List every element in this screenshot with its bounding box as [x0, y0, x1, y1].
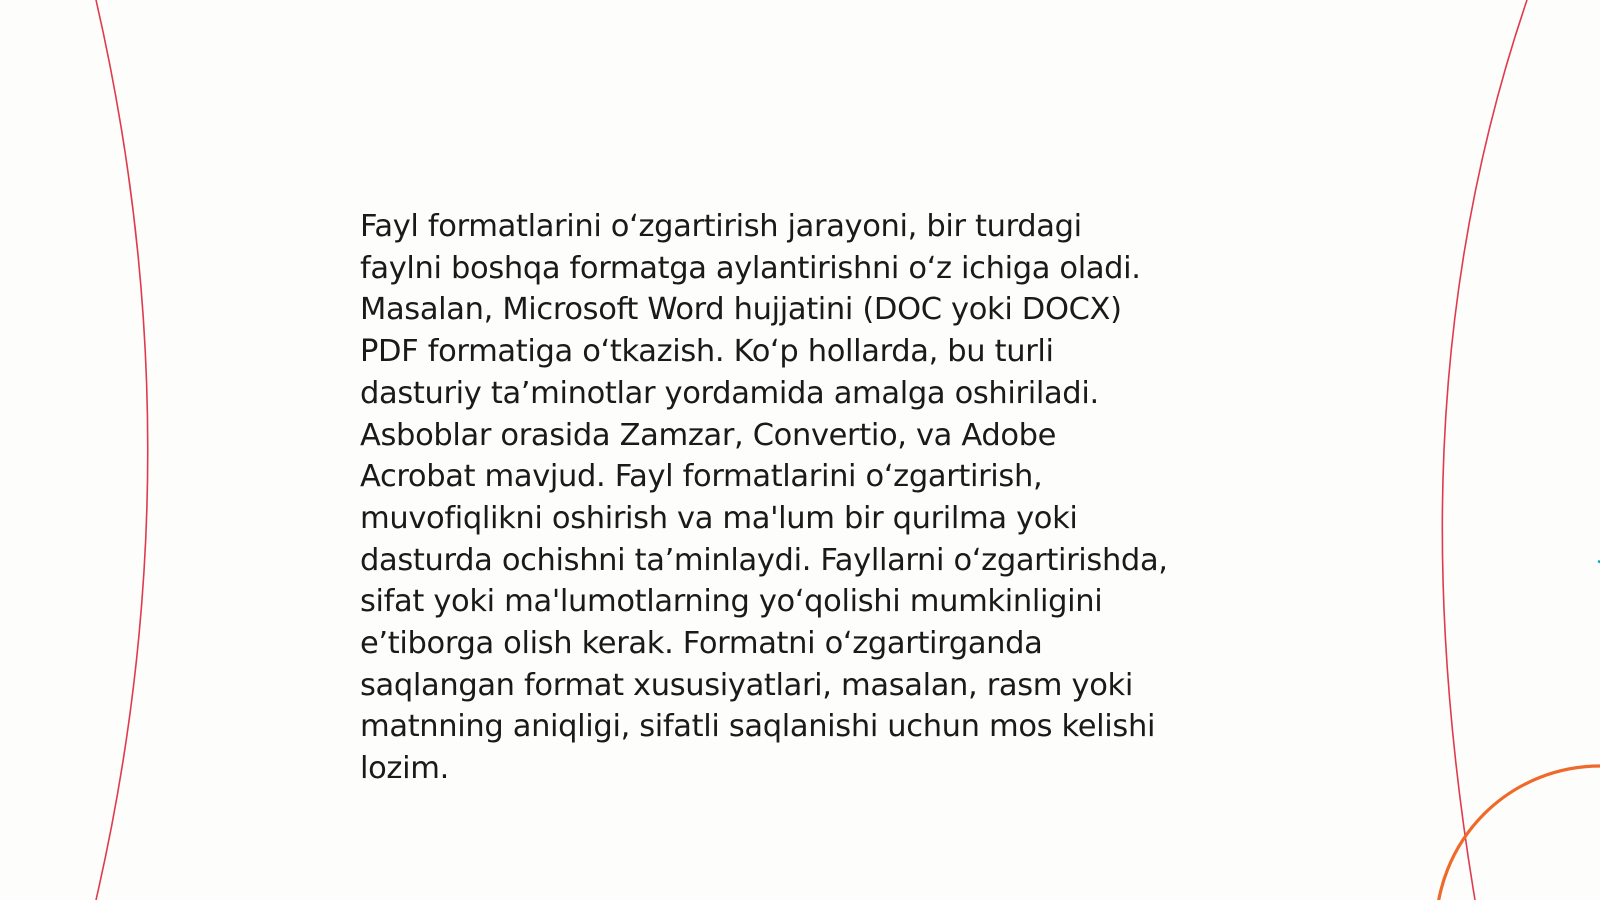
left-curve-line	[96, 0, 148, 900]
right-curve-line	[1442, 0, 1527, 900]
orange-circle-arc	[1436, 766, 1600, 900]
body-paragraph: Fayl formatlarini o‘zgartirish jarayoni, bir turdagi faylni boshqa formatga aylantirishni o‘z ichiga oladi. Masalan, Microsoft Word hujjatini (DOC yoki DOCX) PDF formatiga o‘tkazish. Ko‘p hollarda, bu turli dasturiy ta’minotlar yordamida amalga oshiriladi. Asboblar orasida Zamzar, Convertio, va Adobe Acrobat mavjud. Fayl formatlarini o‘zgartirish, muvofiqlikni oshirish va ma'lum bir qurilma yoki dasturda ochishni ta’minlaydi. Fayllarni o‘zgartirishda, sifat yoki ma'lumotlarning yo‘qolishi mumkinligini e’tiborga olish kerak. Formatni o‘zgartirganda saqlangan format xususiyatlari, masalan, rasm yoki matnning aniqligi, sifatli saqlanishi uchun mos kelishi lozim.	[360, 209, 1168, 787]
